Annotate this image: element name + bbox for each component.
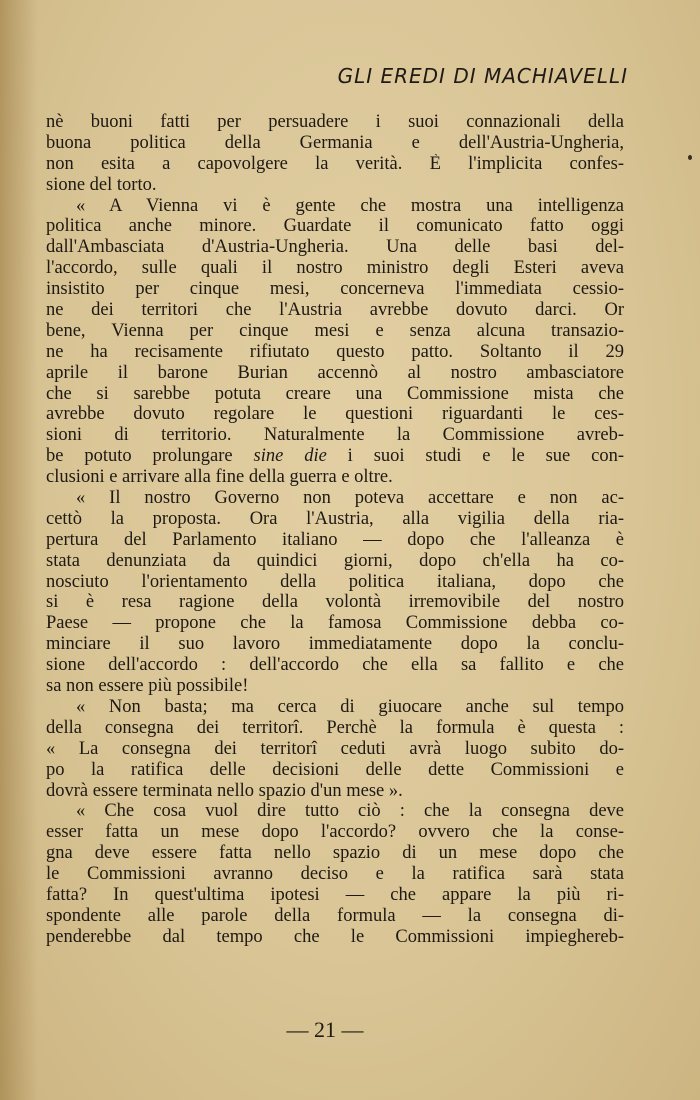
text-line: avrebbe dovuto regolare le questioni riguardanti le ces-	[46, 404, 624, 425]
text-line: pertura del Parlamento italiano — dopo che l'alleanza è	[46, 529, 624, 550]
text-line: « La consegna dei territorî ceduti avrà luogo subito do-	[46, 738, 624, 759]
text-line: cettò la proposta. Ora l'Austria, alla vigilia della ria-	[46, 508, 624, 529]
text-line: nè buoni fatti per persuadere i suoi connazionali della	[46, 112, 624, 132]
text-segment: i suoi studi e le sue con-	[326, 446, 624, 467]
text-line: sione del torto.	[46, 174, 157, 195]
text-line: fatta? In quest'ultima ipotesi — che appare la più ri-	[46, 884, 624, 905]
text-line: le Commissioni avranno deciso e la ratifica sarà stata	[46, 864, 624, 885]
gutter-shadow	[0, 0, 38, 1100]
italic-phrase: sine die	[253, 446, 327, 467]
text-line: Paese — propone che la famosa Commissione debba co-	[46, 613, 624, 634]
text-line: sa non essere più possibile!	[46, 676, 249, 697]
text-line: « Non basta; ma cerca di giuocare anche sul tempo	[76, 696, 624, 717]
text-line: stata denunziata da quindici giorni, dopo ch'ella ha co-	[46, 550, 624, 571]
body-text	[46, 112, 624, 948]
text-line: « A Vienna vi è gente che mostra una intelligenza	[76, 195, 624, 216]
text-line: si è resa ragione della volontà irremovibile del nostro	[46, 592, 624, 613]
text-line: sioni di territorio. Naturalmente la Commissione avreb-	[46, 425, 624, 446]
text-line	[46, 446, 624, 467]
text-line: l'accordo, sulle quali il nostro ministro degli Esteri aveva	[46, 258, 624, 279]
text-line: ne dei territori che l'Austria avrebbe dovuto darci. Or	[46, 300, 624, 321]
text-line: spondente alle parole della formula — la consegna di-	[46, 905, 624, 926]
text-line: po la ratifica delle decisioni delle dette Commissioni e	[46, 759, 624, 780]
text-line: sione dell'accordo : dell'accordo che ella sa fallito e che	[46, 655, 624, 676]
text-line: dall'Ambasciata d'Austria-Ungheria. Una delle basi del-	[46, 237, 624, 258]
page-number: — 21 —	[286, 1017, 364, 1042]
text-line: della consegna dei territorî. Perchè la formula è questa :	[46, 717, 624, 738]
text-line: che si sarebbe potuta creare una Commissione mista che	[46, 383, 624, 404]
text-line: buona politica della Germania e dell'Austria-Ungheria,	[46, 132, 624, 153]
text-line: ne ha recisamente rifiutato questo patto. Soltanto il 29	[46, 341, 624, 362]
text-line: bene, Vienna per cinque mesi e senza alcuna transazio-	[46, 320, 624, 341]
text-line: « Che cosa vuol dire tutto ciò : che la consegna deve	[76, 801, 624, 822]
text-segment: be potuto prolungare	[46, 446, 254, 467]
text-line: esser fatta un mese dopo l'accordo? ovvero che la conse-	[46, 822, 624, 843]
text-line: dovrà essere terminata nello spazio d'un mese ».	[46, 780, 403, 801]
text-line: non esita a capovolgere la verità. È l'implicita confes-	[46, 153, 624, 174]
text-line: politica anche minore. Guardate il comunicato fatto oggi	[46, 216, 624, 237]
text-line: clusioni e arrivare alla fine della guerra e oltre.	[46, 467, 393, 488]
text-line: « Il nostro Governo non poteva accettare e non ac-	[76, 488, 624, 509]
text-line: minciare il suo lavoro immediatamente dopo la conclu-	[46, 634, 624, 655]
text-line: nosciuto l'orientamento della politica italiana, dopo che	[46, 571, 624, 592]
paper-speck	[688, 155, 692, 160]
text-line: gna deve essere fatta nello spazio di un mese dopo che	[46, 843, 624, 864]
text-line: penderebbe dal tempo che le Commissioni impieghereb-	[46, 926, 624, 947]
text-line: insistito per cinque mesi, concerneva l'immediata cessio-	[46, 279, 624, 300]
text-line: aprile il barone Burian accennò al nostro ambasciatore	[46, 362, 624, 383]
running-head: GLI EREDI DI MACHIAVELLI	[337, 64, 628, 88]
